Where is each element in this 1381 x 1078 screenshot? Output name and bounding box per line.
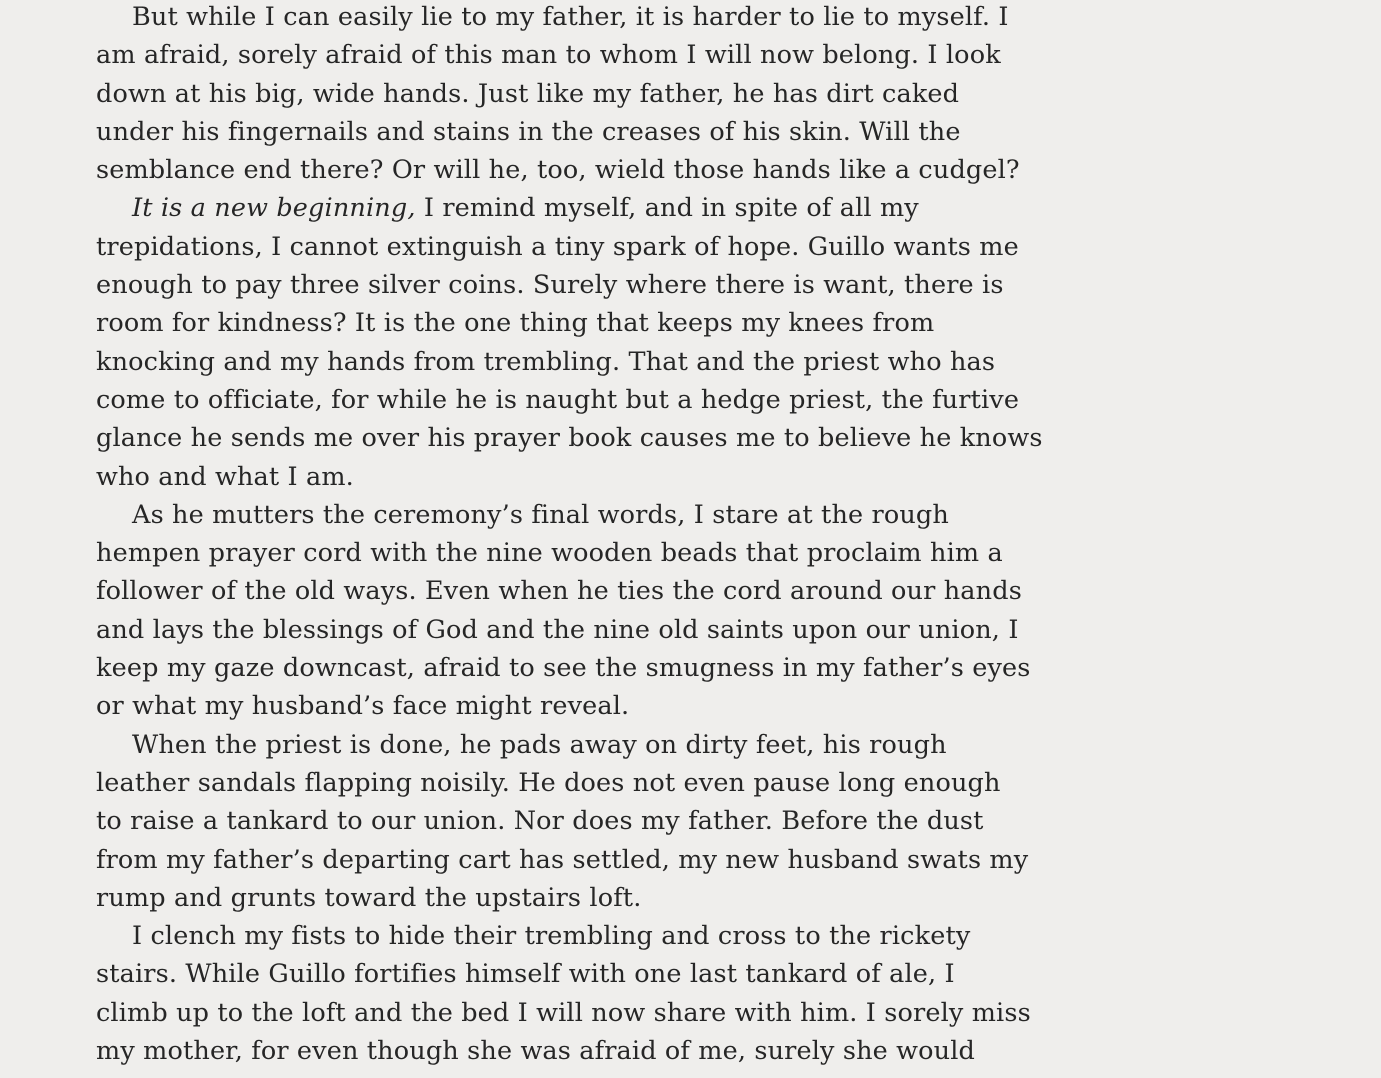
text-line: When the priest is done, he pads away on dirty feet, his rough	[132, 729, 947, 760]
text-line: under his fingernails and stains in the creases of his skin. Will the	[96, 116, 961, 147]
text-line: from my father’s departing cart has settled, my new husband swats my	[96, 844, 1029, 875]
text-line: down at his big, wide hands. Just like my father, he has dirt caked	[96, 78, 960, 109]
text-line: or what my husband’s face might reveal.	[96, 691, 630, 722]
text-line: climb up to the loft and the bed I will now share with him. I sorely miss	[96, 997, 1031, 1028]
text-line: follower of the old ways. Even when he ties the cord around our hands	[96, 576, 1022, 607]
text-line: trepidations, I cannot extinguish a tiny spark of hope. Guillo wants me	[96, 231, 1019, 262]
text-line: leather sandals flapping noisily. He does not even pause long enough	[96, 767, 1001, 798]
text-line: glance he sends me over his prayer book causes me to believe he knows	[96, 423, 1043, 454]
text-line: room for kindness? It is the one thing that keeps my knees from	[96, 308, 935, 339]
text-line: But while I can easily lie to my father, it is harder to lie to myself. I	[132, 2, 1009, 32]
text-line: rump and grunts toward the upstairs loft.	[96, 882, 642, 913]
text-line: I clench my fists to hide their trembling and cross to the rickety	[132, 921, 971, 952]
book-page	[96, 0, 1196, 1070]
text-line: and lays the blessings of God and the nine old saints upon our union, I	[96, 614, 1019, 645]
italic-phrase: It is a new beginning,	[132, 193, 416, 224]
text-line: come to officiate, for while he is naught but a hedge priest, the furtive	[96, 384, 1020, 415]
paragraph-4	[96, 726, 1196, 917]
paragraph-1	[96, 0, 1196, 189]
text-line: who and what I am.	[96, 461, 354, 492]
text-line: hempen prayer cord with the nine wooden beads that proclaim him a	[96, 538, 1003, 569]
text-line: to raise a tankard to our union. Nor does my father. Before the dust	[96, 806, 984, 837]
text-line: am afraid, sorely afraid of this man to whom I will now belong. I look	[96, 40, 1001, 71]
text-line-rest: I remind myself, and in spite of all my	[415, 193, 919, 224]
text-line: semblance end there? Or will he, too, wield those hands like a cudgel?	[96, 155, 1020, 186]
text-line	[96, 189, 1196, 227]
text-line: my mother, for even though she was afraid of me, surely she would	[96, 1036, 976, 1067]
text-line: keep my gaze downcast, afraid to see the smugness in my father’s eyes	[96, 653, 1031, 684]
text-line: As he mutters the ceremony’s final words, I stare at the rough	[132, 499, 949, 530]
paragraph-3	[96, 496, 1196, 726]
paragraph-2	[96, 189, 1196, 495]
text-line: enough to pay three silver coins. Surely where there is want, there is	[96, 270, 1004, 301]
text-line: stairs. While Guillo fortifies himself with one last tankard of ale, I	[96, 959, 955, 990]
paragraph-5	[96, 917, 1196, 1070]
text-line: knocking and my hands from trembling. That and the priest who has	[96, 346, 996, 377]
